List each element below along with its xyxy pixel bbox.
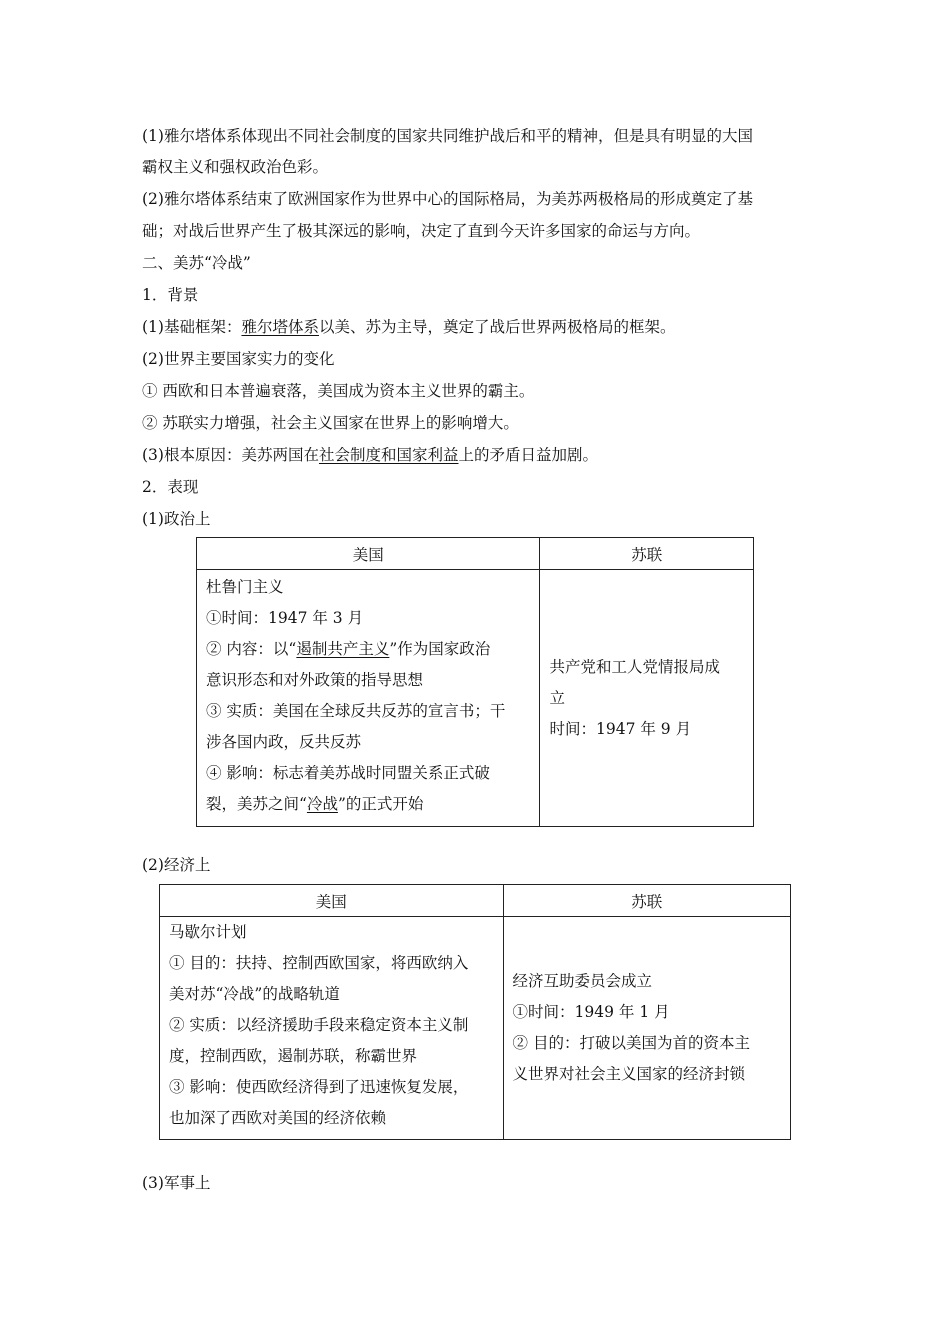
text-segment: ”的正式开始 [337,795,424,813]
paragraph-line: 霸权主义和强权政治色彩。 [142,158,329,176]
us-cell [197,570,540,827]
column-header-su: 苏联 [540,538,754,570]
background-item-1 [142,317,676,337]
underlined-term: 遏制共产主义 [296,640,390,658]
us-content-2: 意识形态和对外政策的指导思想 [206,671,424,689]
underlined-term: 社会制度和国家利益 [318,446,459,464]
us-essence-2: 度，控制西欧，遏制苏联，称霸世界 [169,1047,418,1065]
paragraph-line: (2)雅尔塔体系结束了欧洲国家作为世界中心的国际格局，为美苏两极格局的形成奠定了基 [142,190,753,208]
su-line-3: 时间：1947 年 9 月 [549,719,692,738]
background-item-3 [142,445,598,465]
paragraph-line: 础；对战后世界产生了极其深远的影响，决定了直到今天许多国家的命运与方向。 [142,222,701,240]
us-time: ①时间：1947 年 3 月 [206,609,364,627]
su-cell [503,917,790,1140]
us-content [197,634,539,665]
us-essence-2: 涉各国内政，反共反苏 [206,733,362,751]
us-impact-1: ④ 影响：标志着美苏战时同盟关系正式破 [206,764,490,782]
text-segment: 以美、苏为主导，奠定了战后世界两极格局的框架。 [318,318,676,336]
text-segment: ② 内容：以“ [206,640,297,658]
us-title: 马歇尔计划 [169,923,247,941]
us-cell [160,917,504,1140]
us-essence-1: ③ 实质：美国在全球反共反苏的宣言书；干 [206,702,506,720]
economy-table [159,884,791,1140]
su-cell [540,570,754,827]
text-segment: (3)根本原因：美苏两国在 [142,446,319,464]
background-item-2b: ② 苏联实力增强，社会主义国家在世界上的影响增大。 [142,414,519,432]
us-impact-1: ③ 影响：使西欧经济得到了迅速恢复发展， [169,1078,469,1096]
us-impact-2: 也加深了西欧对美国的经济依赖 [169,1109,387,1127]
text-segment: (1)基础框架： [142,318,242,336]
subsection-heading: 1．背景 [142,286,199,304]
su-line-1: 共产党和工人党情报局成 [549,657,720,676]
su-line-4: 义世界对社会主义国家的经济封锁 [512,1065,746,1083]
military-heading: (3)军事上 [142,1174,211,1192]
paragraph-line: (1)雅尔塔体系体现出不同社会制度的国家共同维护战后和平的精神，但是具有明显的大国 [142,127,753,145]
text-segment: ”作为国家政治 [389,640,491,658]
politics-heading: (1)政治上 [142,510,211,528]
background-item-2: (2)世界主要国家实力的变化 [142,350,335,368]
background-item-2a: ① 西欧和日本普遍衰落，美国成为资本主义世界的霸主。 [142,382,535,400]
politics-table [196,537,754,827]
subsection-heading: 2．表现 [142,478,199,496]
text-segment: 上的矛盾日益加剧。 [458,446,598,464]
text-segment: 裂，美苏之间“ [206,795,307,813]
us-goal-1: ① 目的：扶持、控制西欧国家，将西欧纳入 [169,954,469,972]
column-header-us: 美国 [197,538,540,570]
column-header-us: 美国 [160,885,504,917]
us-impact-2 [197,789,539,820]
column-header-su: 苏联 [503,885,790,917]
section-heading: 二、美苏“冷战” [142,254,251,272]
su-line-2: ①时间：1949 年 1 月 [512,1003,670,1021]
underlined-term: 雅尔塔体系 [241,318,319,336]
us-title: 杜鲁门主义 [206,578,284,596]
su-line-2: 立 [549,688,565,707]
underlined-term: 冷战 [306,795,338,813]
su-line-3: ② 目的：打破以美国为首的资本主 [512,1034,750,1052]
economy-heading: (2)经济上 [142,856,211,874]
us-goal-2: 美对苏“冷战”的战略轨道 [169,985,340,1003]
us-essence-1: ② 实质：以经济援助手段来稳定资本主义制 [169,1016,469,1034]
su-line-1: 经济互助委员会成立 [512,972,653,990]
